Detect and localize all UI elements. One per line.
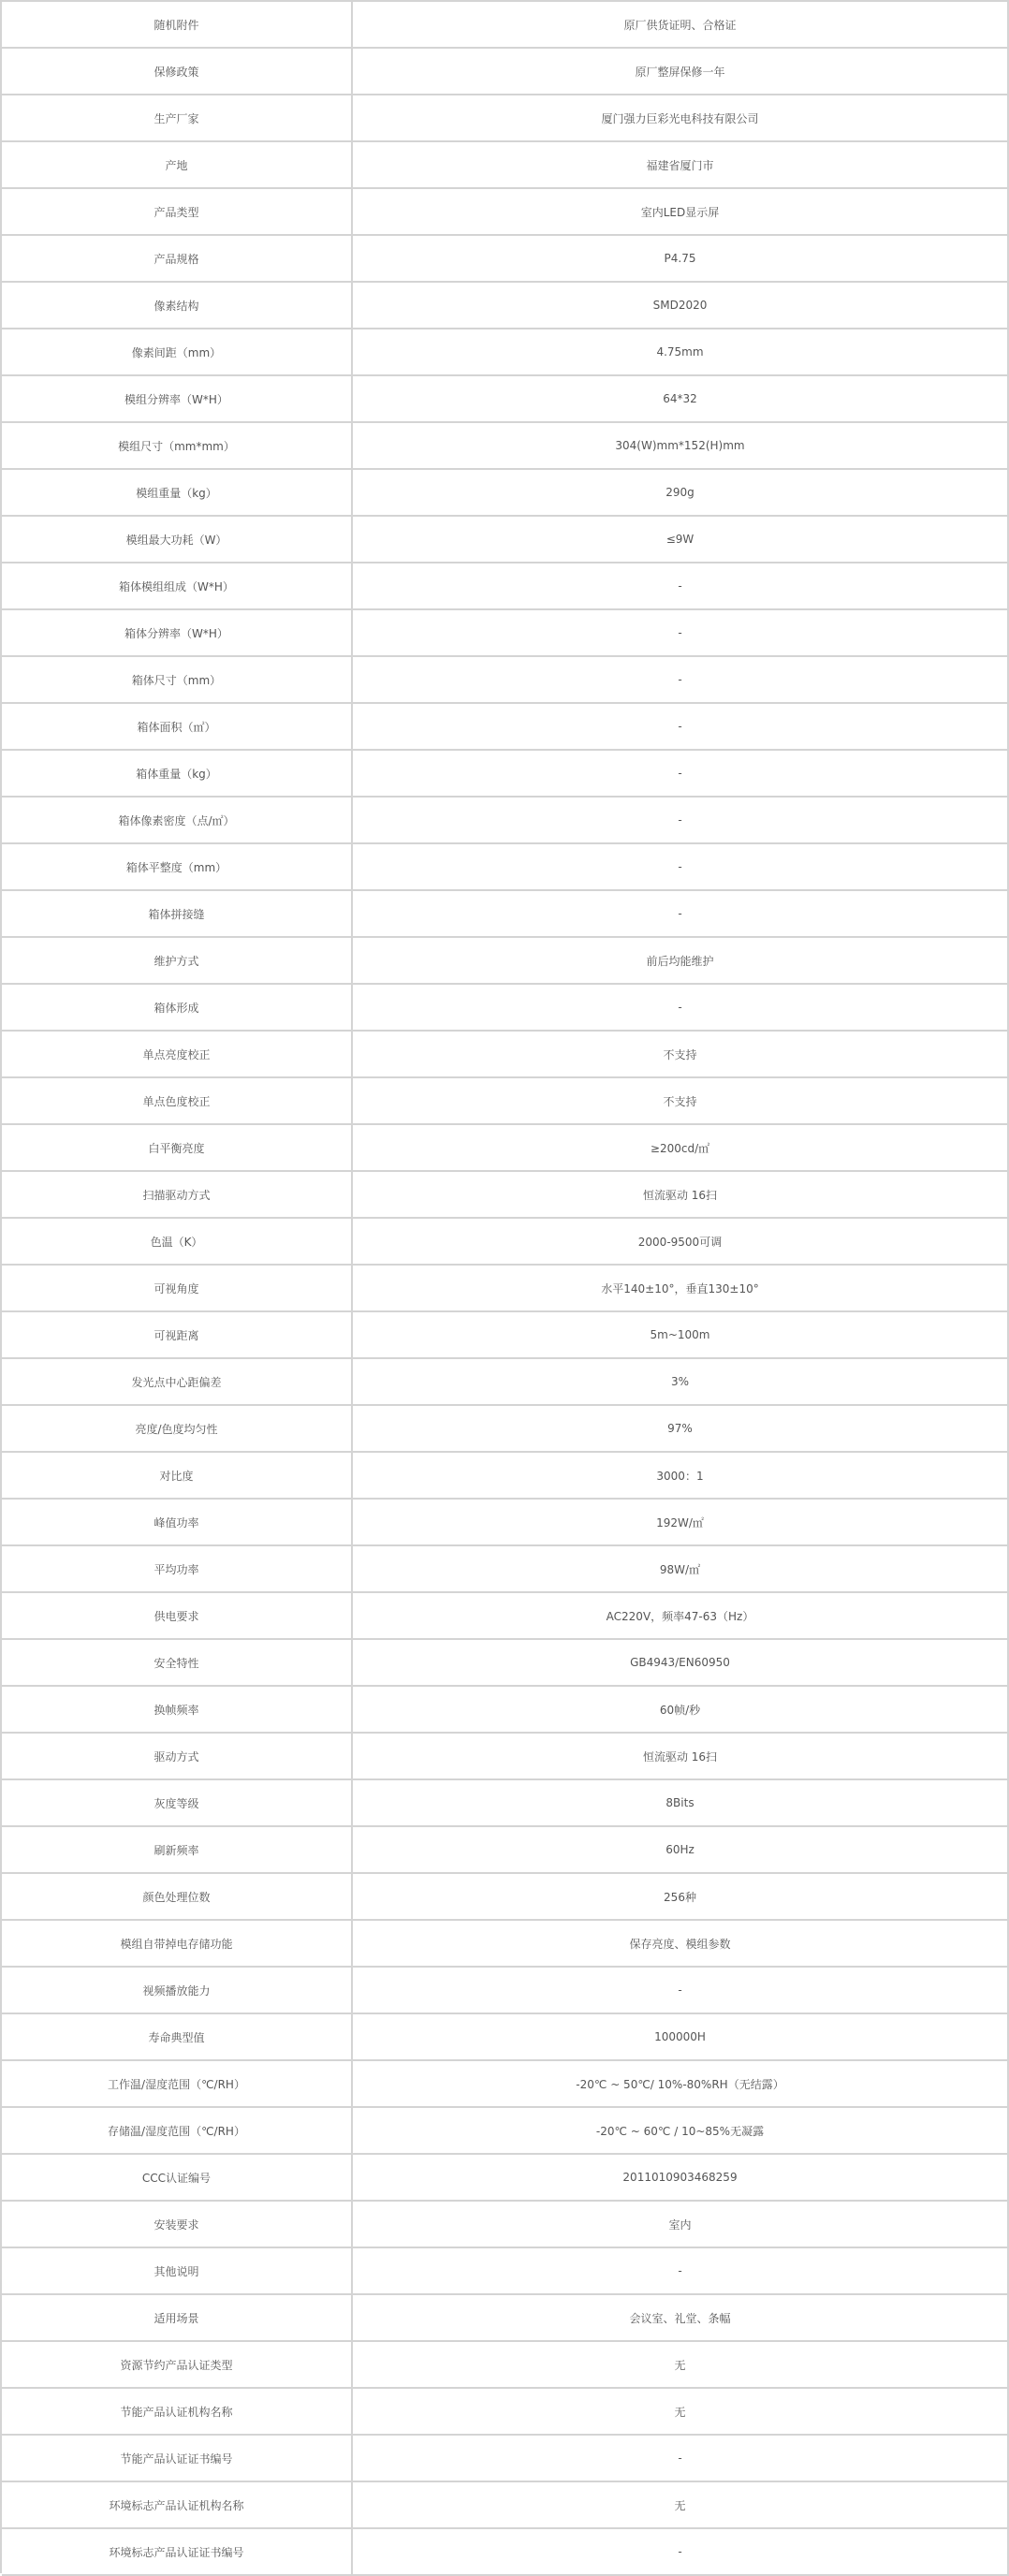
table-row bbox=[2, 844, 1009, 891]
spec-label: 刷新频率 bbox=[2, 1827, 353, 1872]
spec-value: 98W/㎡ bbox=[353, 1546, 1009, 1591]
spec-label: 产品类型 bbox=[2, 189, 353, 234]
spec-label: 模组尺寸（mm*mm） bbox=[2, 423, 353, 468]
spec-value: 无 bbox=[353, 2482, 1009, 2527]
spec-label: 对比度 bbox=[2, 1453, 353, 1498]
table-row bbox=[2, 49, 1009, 95]
spec-value: - bbox=[353, 798, 1009, 842]
table-row bbox=[2, 1312, 1009, 1359]
table-row bbox=[2, 1921, 1009, 1968]
spec-value: ≥200cd/㎡ bbox=[353, 1125, 1009, 1170]
spec-label: 箱体平整度（mm） bbox=[2, 844, 353, 889]
spec-label: 箱体面积（㎡） bbox=[2, 704, 353, 749]
spec-value: - bbox=[353, 2436, 1009, 2481]
spec-label: 箱体重量（kg） bbox=[2, 751, 353, 796]
spec-label: 生产厂家 bbox=[2, 95, 353, 140]
spec-label: 驱动方式 bbox=[2, 1734, 353, 1778]
spec-value: 原厂整屏保修一年 bbox=[353, 49, 1009, 94]
spec-value: SMD2020 bbox=[353, 283, 1009, 328]
spec-label: 可视距离 bbox=[2, 1312, 353, 1357]
table-row bbox=[2, 1968, 1009, 2014]
spec-label: 箱体像素密度（点/㎡） bbox=[2, 798, 353, 842]
table-row bbox=[2, 2108, 1009, 2155]
table-row bbox=[2, 1078, 1009, 1125]
spec-value: 不支持 bbox=[353, 1078, 1009, 1123]
spec-value: 60Hz bbox=[353, 1827, 1009, 1872]
table-row bbox=[2, 564, 1009, 610]
spec-label: 箱体分辨率（W*H） bbox=[2, 610, 353, 655]
spec-label: 灰度等级 bbox=[2, 1780, 353, 1825]
spec-label: 随机附件 bbox=[2, 2, 353, 47]
table-row bbox=[2, 798, 1009, 844]
spec-label: 存储温/湿度范围（℃/RH） bbox=[2, 2108, 353, 2153]
spec-label: 适用场景 bbox=[2, 2295, 353, 2340]
table-row bbox=[2, 2248, 1009, 2295]
table-row bbox=[2, 142, 1009, 189]
spec-label: 视频播放能力 bbox=[2, 1968, 353, 2012]
spec-value: - bbox=[353, 985, 1009, 1030]
spec-label: 换帧频率 bbox=[2, 1687, 353, 1732]
spec-value: - bbox=[353, 1968, 1009, 2012]
spec-value: 无 bbox=[353, 2389, 1009, 2434]
spec-value: 256种 bbox=[353, 1874, 1009, 1919]
spec-value: - bbox=[353, 704, 1009, 749]
table-row bbox=[2, 470, 1009, 517]
spec-label: 工作温/湿度范围（℃/RH） bbox=[2, 2061, 353, 2106]
table-row bbox=[2, 985, 1009, 1032]
spec-label: 像素结构 bbox=[2, 283, 353, 328]
table-row bbox=[2, 1032, 1009, 1078]
table-row bbox=[2, 751, 1009, 798]
spec-value: -20℃ ~ 50℃/ 10%-80%RH（无结露） bbox=[353, 2061, 1009, 2106]
table-row bbox=[2, 376, 1009, 423]
table-row bbox=[2, 1500, 1009, 1546]
spec-value: 2011010903468259 bbox=[353, 2155, 1009, 2200]
spec-value: 会议室、礼堂、条幅 bbox=[353, 2295, 1009, 2340]
table-row bbox=[2, 1874, 1009, 1921]
table-row bbox=[2, 1546, 1009, 1593]
spec-value: 304(W)mm*152(H)mm bbox=[353, 423, 1009, 468]
spec-label: 产品规格 bbox=[2, 236, 353, 281]
spec-label: 供电要求 bbox=[2, 1593, 353, 1638]
table-row bbox=[2, 2389, 1009, 2436]
table-row bbox=[2, 2061, 1009, 2108]
spec-value: 福建省厦门市 bbox=[353, 142, 1009, 187]
spec-label: 单点亮度校正 bbox=[2, 1032, 353, 1076]
spec-value: 室内LED显示屏 bbox=[353, 189, 1009, 234]
table-row bbox=[2, 1827, 1009, 1874]
spec-label: 箱体拼接缝 bbox=[2, 891, 353, 936]
spec-value: - bbox=[353, 657, 1009, 702]
table-row bbox=[2, 2342, 1009, 2389]
spec-value: 保存亮度、模组参数 bbox=[353, 1921, 1009, 1966]
table-row bbox=[2, 657, 1009, 704]
spec-value: - bbox=[353, 610, 1009, 655]
spec-value: 5m~100m bbox=[353, 1312, 1009, 1357]
spec-label: 寿命典型值 bbox=[2, 2014, 353, 2059]
spec-label: 保修政策 bbox=[2, 49, 353, 94]
spec-label: 发光点中心距偏差 bbox=[2, 1359, 353, 1404]
table-row bbox=[2, 1406, 1009, 1453]
spec-value: 原厂供货证明、合格证 bbox=[353, 2, 1009, 47]
spec-label: 像素间距（mm） bbox=[2, 329, 353, 374]
spec-label: 其他说明 bbox=[2, 2248, 353, 2293]
spec-value: - bbox=[353, 751, 1009, 796]
spec-value: 前后均能维护 bbox=[353, 938, 1009, 983]
table-row bbox=[2, 2, 1009, 49]
spec-value: P4.75 bbox=[353, 236, 1009, 281]
spec-label: 模组自带掉电存储功能 bbox=[2, 1921, 353, 1966]
table-row bbox=[2, 1687, 1009, 1734]
spec-label: 扫描驱动方式 bbox=[2, 1172, 353, 1217]
spec-label: 安装要求 bbox=[2, 2202, 353, 2247]
spec-label: 平均功率 bbox=[2, 1546, 353, 1591]
spec-value: 无 bbox=[353, 2342, 1009, 2387]
table-row bbox=[2, 329, 1009, 376]
table-row bbox=[2, 1219, 1009, 1266]
spec-label: 亮度/色度均匀性 bbox=[2, 1406, 353, 1451]
spec-label: 模组分辨率（W*H） bbox=[2, 376, 353, 421]
spec-label: 节能产品认证证书编号 bbox=[2, 2436, 353, 2481]
table-row bbox=[2, 1266, 1009, 1312]
table-row bbox=[2, 2014, 1009, 2061]
table-row bbox=[2, 1640, 1009, 1687]
spec-value: 290g bbox=[353, 470, 1009, 515]
spec-value: 60帧/秒 bbox=[353, 1687, 1009, 1732]
table-row bbox=[2, 938, 1009, 985]
spec-value: 97% bbox=[353, 1406, 1009, 1451]
spec-value: 恒流驱动 16扫 bbox=[353, 1172, 1009, 1217]
spec-value: - bbox=[353, 564, 1009, 608]
spec-value: - bbox=[353, 844, 1009, 889]
spec-label: 色温（K） bbox=[2, 1219, 353, 1264]
spec-value: GB4943/EN60950 bbox=[353, 1640, 1009, 1685]
table-row bbox=[2, 236, 1009, 283]
spec-value: 2000-9500可调 bbox=[353, 1219, 1009, 1264]
table-row bbox=[2, 1453, 1009, 1500]
spec-label: 产地 bbox=[2, 142, 353, 187]
spec-label: 箱体模组组成（W*H） bbox=[2, 564, 353, 608]
table-row bbox=[2, 891, 1009, 938]
table-row bbox=[2, 95, 1009, 142]
spec-label: 模组重量（kg） bbox=[2, 470, 353, 515]
spec-value: 8Bits bbox=[353, 1780, 1009, 1825]
table-row bbox=[2, 610, 1009, 657]
spec-value: - bbox=[353, 2529, 1009, 2574]
spec-label: 箱体形成 bbox=[2, 985, 353, 1030]
spec-label: 白平衡亮度 bbox=[2, 1125, 353, 1170]
spec-value: 厦门强力巨彩光电科技有限公司 bbox=[353, 95, 1009, 140]
spec-label: 峰值功率 bbox=[2, 1500, 353, 1544]
table-row bbox=[2, 1593, 1009, 1640]
table-row bbox=[2, 283, 1009, 329]
table-row bbox=[2, 704, 1009, 751]
spec-value: 100000H bbox=[353, 2014, 1009, 2059]
spec-label: 模组最大功耗（W） bbox=[2, 517, 353, 562]
table-row bbox=[2, 2202, 1009, 2248]
spec-label: 颜色处理位数 bbox=[2, 1874, 353, 1919]
table-row bbox=[2, 1359, 1009, 1406]
spec-value: AC220V，频率47-63（Hz） bbox=[353, 1593, 1009, 1638]
spec-value: 3000：1 bbox=[353, 1453, 1009, 1498]
spec-label: 安全特性 bbox=[2, 1640, 353, 1685]
spec-value: 室内 bbox=[353, 2202, 1009, 2247]
spec-value: - bbox=[353, 2248, 1009, 2293]
table-row bbox=[2, 2155, 1009, 2202]
spec-label: 资源节约产品认证类型 bbox=[2, 2342, 353, 2387]
spec-label: 单点色度校正 bbox=[2, 1078, 353, 1123]
spec-value: - bbox=[353, 891, 1009, 936]
spec-value: 恒流驱动 16扫 bbox=[353, 1734, 1009, 1778]
spec-value: 192W/㎡ bbox=[353, 1500, 1009, 1544]
spec-label: 可视角度 bbox=[2, 1266, 353, 1310]
table-row bbox=[2, 517, 1009, 564]
spec-label: 箱体尺寸（mm） bbox=[2, 657, 353, 702]
table-row bbox=[2, 2295, 1009, 2342]
spec-value: 4.75mm bbox=[353, 329, 1009, 374]
spec-value: 3% bbox=[353, 1359, 1009, 1404]
spec-value: ≤9W bbox=[353, 517, 1009, 562]
spec-label: 节能产品认证机构名称 bbox=[2, 2389, 353, 2434]
spec-label: 环境标志产品认证证书编号 bbox=[2, 2529, 353, 2574]
spec-value: 水平140±10°，垂直130±10° bbox=[353, 1266, 1009, 1310]
spec-label: 维护方式 bbox=[2, 938, 353, 983]
spec-label: CCC认证编号 bbox=[2, 2155, 353, 2200]
spec-value: -20℃ ~ 60℃ / 10~85%无凝露 bbox=[353, 2108, 1009, 2153]
table-row bbox=[2, 2529, 1009, 2576]
table-row bbox=[2, 1734, 1009, 1780]
table-row bbox=[2, 2482, 1009, 2529]
table-row bbox=[2, 1172, 1009, 1219]
spec-value: 64*32 bbox=[353, 376, 1009, 421]
table-row bbox=[2, 1125, 1009, 1172]
table-row bbox=[2, 2436, 1009, 2482]
spec-label: 环境标志产品认证机构名称 bbox=[2, 2482, 353, 2527]
spec-value: 不支持 bbox=[353, 1032, 1009, 1076]
table-row bbox=[2, 423, 1009, 470]
table-row bbox=[2, 1780, 1009, 1827]
table-row bbox=[2, 189, 1009, 236]
